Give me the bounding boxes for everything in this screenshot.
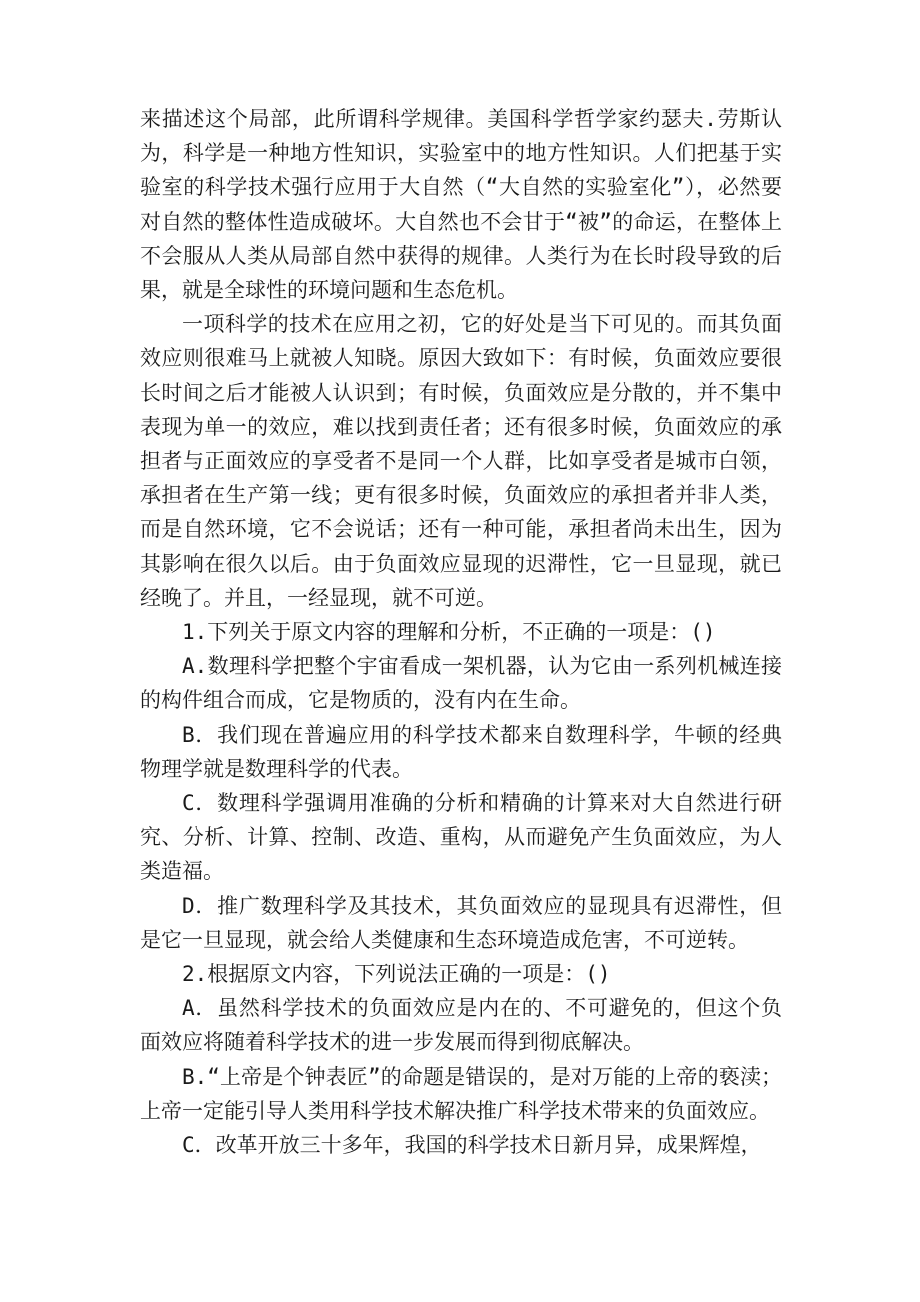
question-1: 1.下列关于原文内容的理解和分析，不正确的一项是：() <box>182 620 716 645</box>
document-body <box>140 102 782 1162</box>
paragraph-2: 一项科学的技术在应用之初，它的好处是当下可见的。而其负面效应则很难马上就被人知晓。原因大致如下：有时候，负面效应要很长时间之后才能被人认识到；有时候，负面效应是分散的，并不集中表现为单一的效应，难以找到责任者；还有很多时候，负面效应的承担者与正面效应的享受者不是同一个人群，比如享受者是城市白领，承担者在生产第一线；更有很多时候，负面效应的承担者并非人类，而是自然环境，它不会说话；还有一种可能，承担者尚未出生，因为其影响在很久以后。由于负面效应显现的迟滞性，它一旦显现，就已经晚了。并且，一经显现，就不可逆。 <box>140 312 782 610</box>
question-2: 2.根据原文内容，下列说法正确的一项是：() <box>182 962 611 987</box>
question-2-option-b: B.“上帝是个钟表匠”的命题是错误的，是对万能的上帝的亵渎；上帝一定能引导人类用科学技术解决推广科学技术带来的负面效应。 <box>140 1064 782 1123</box>
question-1-option-b: B．我们现在普遍应用的科学技术都来自数理科学，牛顿的经典物理学就是数理科学的代表。 <box>140 722 782 781</box>
question-1-option-d: D．推广数理科学及其技术，其负面效应的显现具有迟滞性，但是它一旦显现，就会给人类健康和生态环境造成危害，不可逆转。 <box>140 893 782 952</box>
paragraph-1: 来描述这个局部，此所谓科学规律。美国科学哲学家约瑟夫.劳斯认为，科学是一种地方性知识，实验室中的地方性知识。人们把基于实验室的科学技术强行应用于大自然（“大自然的实验室化”），必然要对自然的整体性造成破坏。大自然也不会甘于“被”的命运，在整体上不会服从人类从局部自然中获得的规律。人类行为在长时段导致的后果，就是全球性的环境问题和生态危机。 <box>140 107 782 303</box>
question-2-option-a: A．虽然科学技术的负面效应是内在的、不可避免的，但这个负面效应将随着科学技术的进一步发展而得到彻底解决。 <box>140 996 782 1055</box>
question-1-option-a: A.数理科学把整个宇宙看成一架机器，认为它由一系列机械连接的构件组合而成，它是物质的，没有内在生命。 <box>140 654 782 713</box>
question-2-option-c: C．改革开放三十多年，我国的科学技术日新月异，成果辉煌， <box>182 1133 762 1158</box>
question-1-option-c: C．数理科学强调用准确的分析和精确的计算来对大自然进行研究、分析、计算、控制、改造、重构，从而避免产生负面效应，为人类造福。 <box>140 791 782 884</box>
